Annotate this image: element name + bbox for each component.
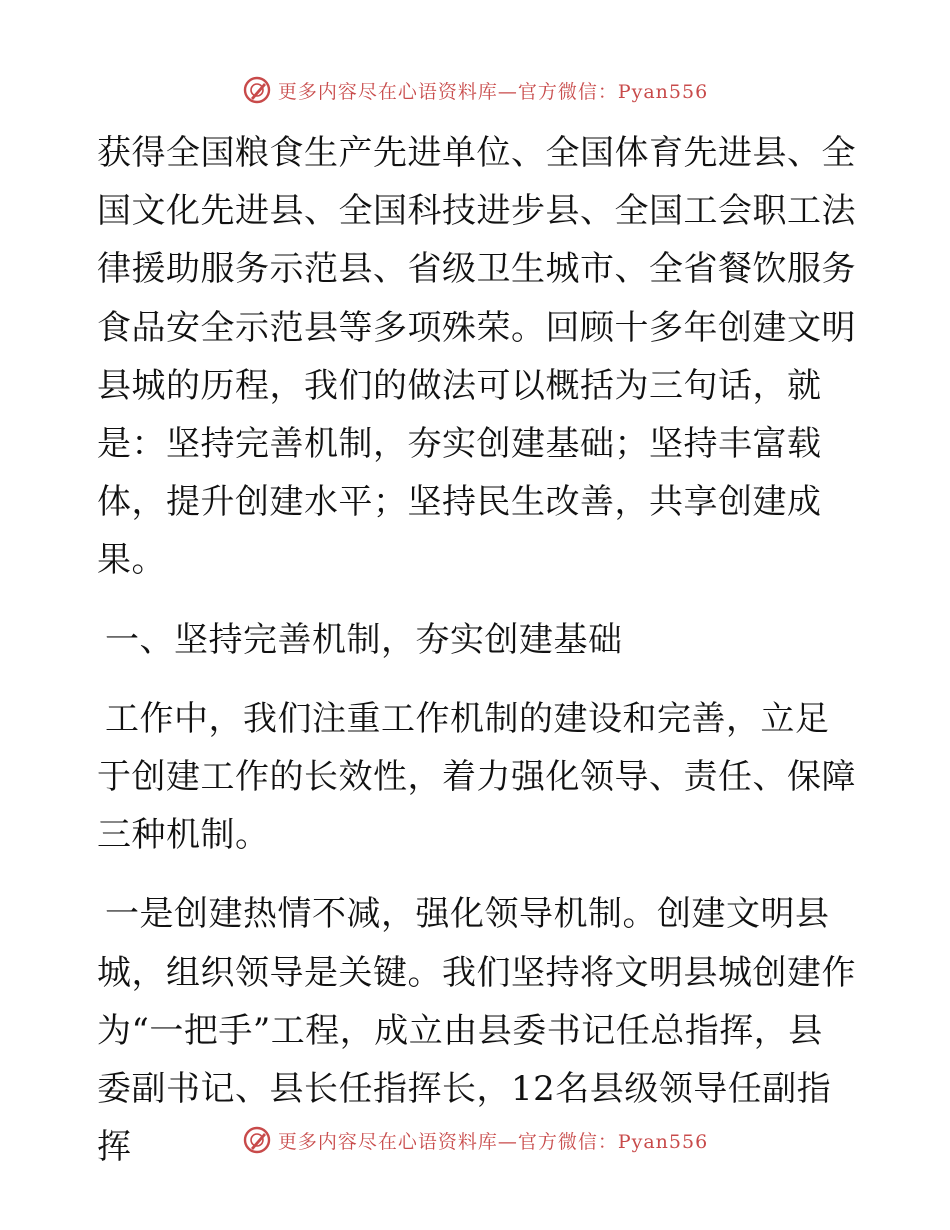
section-heading: 一、坚持完善机制，夯实创建基础 <box>105 619 623 660</box>
document-body <box>97 124 857 1176</box>
paragraph-1: 获得全国粮食生产先进单位、全国体育先进县、全国文化先进县、全国科技进步县、全国工会职工法律援助服务示范县、省级卫生城市、全省餐饮服务食品安全示范县等多项殊荣。回顾十多年创建文明县城的历程，我们的做法可以概括为三句话，就是：坚持完善机制，夯实创建基础；坚持丰富载体，提升创建水平；坚持民生改善，共享创建成果。 <box>97 133 856 581</box>
logo-icon <box>242 1125 272 1155</box>
footer-watermark <box>0 1120 950 1160</box>
header-watermark <box>0 70 950 110</box>
watermark-text: 更多内容尽在心语资料库—官方微信：Pyan556 <box>277 1130 709 1153</box>
watermark-text: 更多内容尽在心语资料库—官方微信：Pyan556 <box>277 80 709 103</box>
logo-icon <box>242 75 272 105</box>
paragraph-2: 工作中，我们注重工作机制的建设和完善，立足于创建工作的长效性，着力强化领导、责任、保障三种机制。 <box>97 698 856 856</box>
paragraph-3: 一是创建热情不减，强化领导机制。创建文明县城，组织领导是关键。我们坚持将文明县城创建作为“一把手”工程，成立由县委书记任总指挥，县委副书记、县长任指挥长，12名县级领导任副指挥 <box>97 894 856 1168</box>
